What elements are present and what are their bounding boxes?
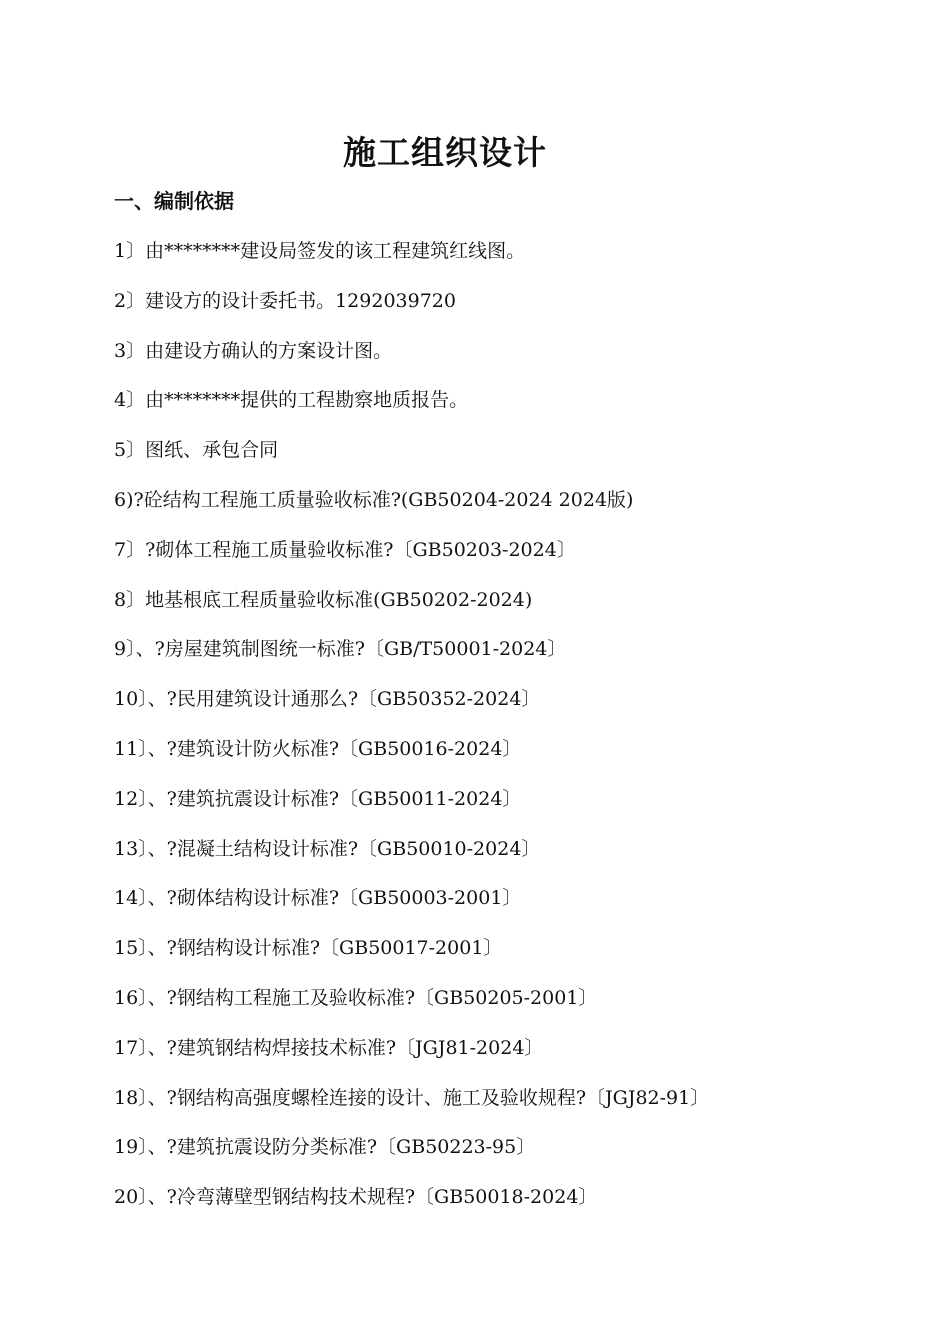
reference-item: 1〕由********建设局签发的该工程建筑红线图。 [114,240,526,262]
reference-item: 16〕、?钢结构工程施工及验收标准?〔GB50205-2001〕 [114,986,598,1009]
reference-item: 4〕由********提供的工程勘察地质报告。 [114,389,469,412]
section-heading: 一、编制依据 [114,189,234,213]
reference-item: 10〕、?民用建筑设计通那么?〔GB50352-2024〕 [114,688,541,711]
reference-item: 17〕、?建筑钢结构焊接技术标准?〔JGJ81-2024〕 [114,1036,544,1059]
reference-item: 12〕、?建筑抗震设计标准?〔GB50011-2024〕 [114,787,522,810]
reference-item: 15〕、?钢结构设计标准?〔GB50017-2001〕 [114,937,503,960]
reference-item: 19〕、?建筑抗震设防分类标准?〔GB50223-95〕 [114,1136,536,1159]
reference-item: 14〕、?砌体结构设计标准?〔GB50003-2001〕 [114,887,522,910]
document-title: 施工组织设计 [343,133,547,172]
reference-item: 11〕、?建筑设计防火标准?〔GB50016-2024〕 [114,737,522,760]
reference-item: 20〕、?冷弯薄壁型钢结构技术规程?〔GB50018-2024〕 [114,1186,598,1209]
reference-item: 6)?砼结构工程施工质量验收标准?(GB50204-2024 2024版) [114,488,634,511]
reference-item: 2〕建设方的设计委托书。1292039720 [114,289,456,312]
reference-list [114,235,709,1231]
reference-item: 9〕、?房屋建筑制图统一标准?〔GB/T50001-2024〕 [114,638,567,661]
reference-item: 8〕地基根底工程质量验收标准(GB50202-2024) [114,588,533,611]
reference-item: 18〕、?钢结构高强度螺栓连接的设计、施工及验收规程?〔JGJ82-91〕 [114,1086,710,1109]
reference-item: 7〕?砌体工程施工质量验收标准?〔GB50203-2024〕 [114,538,576,561]
reference-item: 5〕图纸、承包合同 [114,439,279,462]
reference-item: 13〕、?混凝土结构设计标准?〔GB50010-2024〕 [114,837,541,860]
reference-item: 3〕由建设方确认的方案设计图。 [114,339,393,362]
